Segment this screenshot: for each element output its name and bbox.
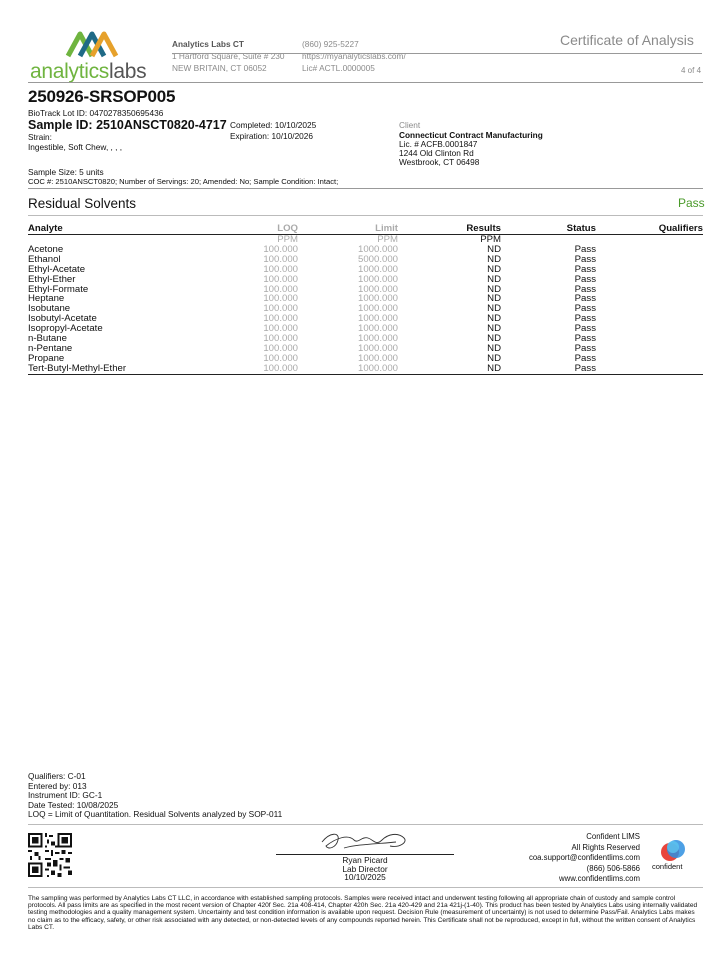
status-cell: Pass <box>574 253 596 265</box>
loq-cell: 100.000 <box>228 364 298 374</box>
lab-address1: 1 Hartford Square, Suite # 230 <box>172 51 285 61</box>
section-rule <box>28 215 703 216</box>
lims-info <box>500 832 640 885</box>
lims-website: www.confidentlims.com <box>558 874 640 883</box>
date-tested: Date Tested: 10/08/2025 <box>28 799 119 810</box>
lab-license: Lic# ACTL.0000005 <box>302 63 375 73</box>
lab-website: https://myanalyticslabs.com/ <box>302 51 406 61</box>
residual-solvents-table <box>28 223 703 375</box>
analyte-cell: Heptane <box>28 293 65 305</box>
loq-cell: 100.000 <box>263 352 298 364</box>
result-cell: ND <box>487 293 501 305</box>
lab-contact <box>302 38 406 74</box>
qualifier-cell <box>596 324 703 334</box>
signer-name: Ryan Picard <box>342 855 388 865</box>
result-cell: ND <box>487 342 501 354</box>
analyte-cell: Tert-Butyl-Methyl-Ether <box>28 364 228 374</box>
qualifiers-note: Qualifiers: C-01 <box>28 771 86 781</box>
col-analyte: Analyte <box>28 223 63 234</box>
info-bottom-rule <box>28 188 703 189</box>
loq-cell: 100.000 <box>263 333 298 345</box>
analyte-cell: Isobutyl-Acetate <box>28 313 97 325</box>
instrument-id: Instrument ID: GC-1 <box>28 790 103 800</box>
notes-rule <box>28 824 703 825</box>
status-cell: Pass <box>574 293 596 305</box>
signature-image <box>318 828 414 854</box>
client-address2: Westbrook, CT 06498 <box>399 157 480 167</box>
analyte-cell: Ethyl-Formate <box>28 283 89 295</box>
result-cell: ND <box>487 263 501 275</box>
sample-id: Sample ID: 2510ANSCT0820-4717 <box>28 118 227 132</box>
logo-wordmark: analyticslabs <box>30 60 147 83</box>
analyte-cell: Acetone <box>28 243 64 255</box>
limit-cell: 1000.000 <box>357 323 398 335</box>
analyte-cell: Ethyl-Acetate <box>28 263 86 275</box>
coc-line: COC #: 2510ANSCT0820; Number of Servings: 20; Amended: No; Sample Condition: Intact; <box>28 177 339 186</box>
lab-phone: (860) 925-5227 <box>302 39 359 49</box>
client-name: Connecticut Contract Manufacturing <box>399 130 543 140</box>
biotrack-lot-id: BioTrack Lot ID: 0470278350695436 <box>28 108 164 118</box>
signer-block <box>276 856 454 882</box>
limit-cell: 1000.000 <box>357 273 398 285</box>
loq-cell: 100.000 <box>263 342 298 354</box>
limit-cell: 1000.000 <box>298 364 398 374</box>
lab-address2: NEW BRITAIN, CT 06052 <box>172 63 267 73</box>
col-loq: LOQ <box>277 223 298 234</box>
analyte-cell: Ethanol <box>28 253 61 265</box>
result-cell: ND <box>398 364 501 374</box>
loq-cell: 100.000 <box>263 243 298 255</box>
document-title: Certificate of Analysis <box>560 32 694 48</box>
result-cell: ND <box>487 333 501 345</box>
col-status: Status <box>566 223 596 234</box>
confident-logo-icon <box>660 838 686 862</box>
result-cell: ND <box>487 352 501 364</box>
qr-code <box>28 833 72 877</box>
qualifier-cell <box>596 265 703 275</box>
lims-phone: (866) 506-5866 <box>586 863 640 873</box>
qualifier-cell <box>596 364 703 374</box>
result-cell: ND <box>487 253 501 265</box>
status-cell: Pass <box>574 333 596 345</box>
status-cell: Pass <box>501 364 596 374</box>
status-cell: Pass <box>574 303 596 315</box>
result-cell: ND <box>487 303 501 315</box>
loq-cell: 100.000 <box>263 283 298 295</box>
status-cell: Pass <box>574 263 596 275</box>
sample-matrix: Ingestible, Soft Chew, , , , <box>28 142 123 152</box>
result-cell: ND <box>487 283 501 295</box>
col-qualifiers: Qualifiers <box>658 223 703 234</box>
limit-cell: 1000.000 <box>357 352 398 364</box>
loq-cell: 100.000 <box>263 263 298 275</box>
loq-cell: 100.000 <box>263 313 298 325</box>
result-cell: ND <box>487 323 501 335</box>
qualifier-cell <box>596 344 703 354</box>
lims-rights: All Rights Reserved <box>571 842 640 852</box>
unit-limit: PPM <box>298 235 398 245</box>
entered-by: Entered by: 013 <box>28 780 87 791</box>
table-header-row <box>28 223 703 235</box>
qualifier-cell <box>596 354 703 364</box>
loq-cell: 100.000 <box>263 273 298 285</box>
client-address1: 1244 Old Clinton Rd <box>399 148 474 158</box>
limit-cell: 1000.000 <box>357 293 398 305</box>
analyte-cell: n-Butane <box>28 333 67 345</box>
status-cell: Pass <box>574 352 596 364</box>
header-bottom-rule <box>28 82 703 83</box>
limit-cell: 1000.000 <box>357 283 398 295</box>
analyte-cell: Isobutane <box>28 303 71 315</box>
lims-name: Confident LIMS <box>586 832 640 841</box>
status-cell: Pass <box>574 273 596 285</box>
limit-cell: 1000.000 <box>357 303 398 315</box>
unit-results: PPM <box>398 235 501 245</box>
section-title: Residual Solvents <box>28 196 137 211</box>
client-license: Lic. # ACFB.0001847 <box>399 139 478 149</box>
overall-status-badge: Pass <box>678 196 705 210</box>
qualifier-cell <box>596 245 703 255</box>
limit-cell: 1000.000 <box>357 263 398 275</box>
lims-email: coa.support@confidentlims.com <box>528 853 640 862</box>
table-row <box>28 364 703 374</box>
loq-definition: LOQ = Limit of Quantitation. Residual Solvents analyzed by SOP-011 <box>28 809 283 819</box>
loq-cell: 100.000 <box>263 253 298 265</box>
disclaimer: The sampling was performed by Analytics Labs CT LLC, in accordance with established sampling protocols. Samples were received intact and underwent testing following all appropriate chain of custody and sample control protocols. All pass limits are as specified in the most recent version of Chapter 420f Sec. 21a 408-414, Chapter 420h Sec. 21a 420-429 and 21a 421j-(1-40). This product has been tested by Analytics Labs using internally validated testing methodologies and a quality management system. Uncertainty and test condition information is available upon request. Decision Rule (measurement of uncertainty) is not used to determine Pass/Fail. Analytics Labs makes no claim as to the efficacy, safety, or other risk associated with any detected, or non-detected levels of any compounds reported herein. This Certificate shall not be reproduced, except in full, without the written consent of Analytics Labs CT. <box>28 895 698 931</box>
loq-cell: 100.000 <box>263 323 298 335</box>
unit-loq: PPM <box>228 235 298 245</box>
signature-date: 10/10/2025 <box>344 872 386 883</box>
limit-cell: 1000.000 <box>357 342 398 354</box>
qualifier-cell <box>596 314 703 324</box>
limit-cell: 1000.000 <box>357 243 398 255</box>
expiration-date: Expiration: 10/10/2026 <box>230 131 314 141</box>
strain-label: Strain: <box>28 132 52 142</box>
col-results: Results <box>466 223 501 234</box>
qualifier-cell <box>596 334 703 344</box>
loq-cell: 100.000 <box>263 303 298 315</box>
qualifier-cell <box>596 275 703 285</box>
analyte-cell: Propane <box>28 352 65 364</box>
signer-title: Lab Director <box>342 863 388 874</box>
confident-brand: confident <box>652 862 683 871</box>
result-cell: ND <box>487 273 501 285</box>
page-number: 4 of 4 <box>681 66 702 75</box>
result-cell: ND <box>487 313 501 325</box>
lab-name: Analytics Labs CT <box>172 39 244 49</box>
header-rule <box>172 53 702 54</box>
col-limit: Limit <box>375 223 398 234</box>
notes <box>28 772 282 820</box>
result-cell: ND <box>487 243 501 255</box>
analyte-cell: n-Pentane <box>28 342 73 354</box>
status-cell: Pass <box>574 313 596 325</box>
analyte-cell: Isopropyl-Acetate <box>28 323 103 335</box>
limit-cell: 5000.000 <box>357 253 398 265</box>
qualifier-cell <box>596 255 703 265</box>
completed-date: Completed: 10/10/2025 <box>230 120 317 130</box>
status-cell: Pass <box>574 243 596 255</box>
limit-cell: 1000.000 <box>357 313 398 325</box>
lab-info <box>172 38 285 74</box>
qualifier-cell <box>596 304 703 314</box>
batch-id: 250926-SRSOP005 <box>28 87 176 106</box>
loq-cell: 100.000 <box>263 293 298 305</box>
limit-cell: 1000.000 <box>357 333 398 345</box>
status-cell: Pass <box>574 323 596 335</box>
status-cell: Pass <box>574 342 596 354</box>
qualifier-cell <box>596 285 703 295</box>
analyte-cell: Ethyl-Ether <box>28 273 76 285</box>
status-cell: Pass <box>574 283 596 295</box>
qualifier-cell <box>596 294 703 304</box>
client-label: Client <box>399 120 421 130</box>
footer-rule <box>28 887 703 888</box>
sample-size: Sample Size: 5 units <box>28 167 104 177</box>
